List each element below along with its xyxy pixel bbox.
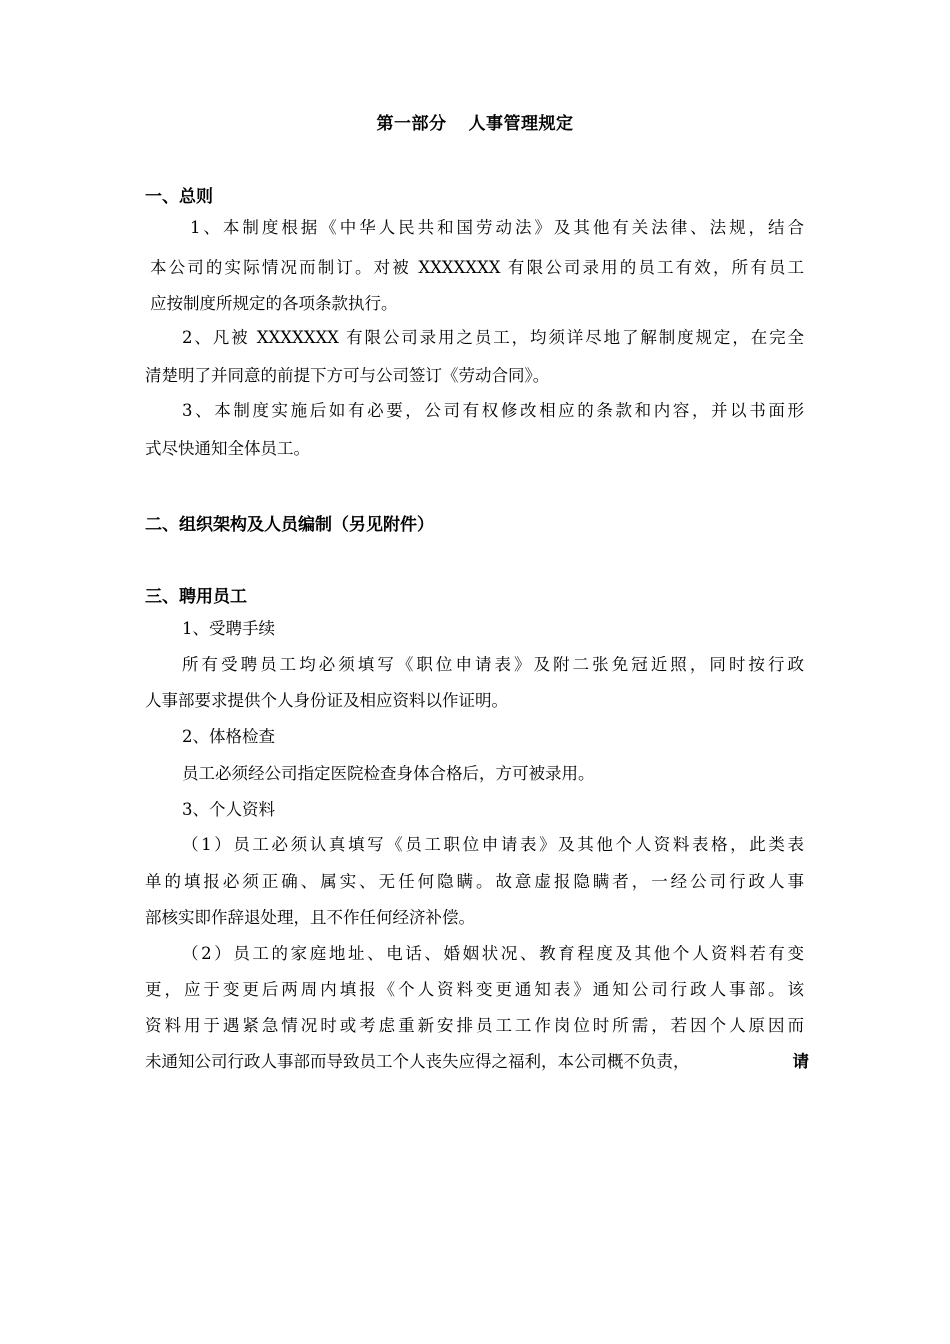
title-name: 人事管理规定 xyxy=(468,114,574,134)
subsection-title: 2、体格检查 xyxy=(182,727,275,746)
subsection-title: 3、个人资料 xyxy=(182,800,275,819)
paragraph-line: 单的填报必须正确、属实、无任何隐瞒。故意虚报隐瞒者，一经公司行政人事 xyxy=(145,872,804,891)
section-heading-hiring: 三、聘用员工 xyxy=(145,587,247,607)
section-heading-organization: 二、组织架构及人员编制（另见附件） xyxy=(145,515,434,535)
paragraph-line: 更，应于变更后两周内填报《个人资料变更通知表》通知公司行政人事部。该 xyxy=(145,980,804,999)
paragraph-line: 2、凡被 XXXXXXX 有限公司录用之员工，均须详尽地了解制度规定，在完全 xyxy=(182,328,804,347)
paragraph-line: 资料用于遇紧急情况时或考虑重新安排员工工作岗位时所需，若因个人原因而 xyxy=(145,1016,804,1035)
paragraph-line-text: 未通知公司行政人事部而导致员工个人丧失应得之福利，本公司概不负责， xyxy=(145,1052,690,1071)
paragraph-line: （1）员工必须认真填写《员工职位申请表》及其他个人资料表格，此类表 xyxy=(182,835,804,854)
paragraph-line: 式尽快通知全体员工。 xyxy=(145,439,310,458)
paragraph-line: （2）员工的家庭地址、电话、婚姻状况、教育程度及其他个人资料若有变 xyxy=(182,944,804,963)
paragraph-line: 清楚明了并同意的前提下方可与公司签订《劳动合同》。 xyxy=(145,366,550,385)
paragraph-line: 本公司的实际情况而制订。对被 XXXXXXX 有限公司录用的员工有效，所有员工 xyxy=(150,258,804,277)
bold-continuation: 请 xyxy=(792,1052,809,1071)
paragraph-line: 1、本制度根据《中华人民共和国劳动法》及其他有关法律、法规，结合 xyxy=(190,218,804,237)
paragraph-line: 人事部要求提供个人身份证及相应资料以作证明。 xyxy=(145,691,508,710)
paragraph-line: 应按制度所规定的各项条款执行。 xyxy=(150,294,398,313)
paragraph-line: 部核实即作辞退处理，且不作任何经济补偿。 xyxy=(145,908,475,927)
document-title xyxy=(0,109,950,134)
title-part: 第一部分 xyxy=(376,114,447,134)
paragraph-line: 3、本制度实施后如有必要，公司有权修改相应的条款和内容，并以书面形 xyxy=(182,401,804,420)
paragraph-line-last xyxy=(145,1051,809,1073)
paragraph-line: 员工必须经公司指定医院检查身体合格后，方可被录用。 xyxy=(182,764,595,783)
section-heading-general: 一、总则 xyxy=(145,187,213,207)
paragraph-line: 所有受聘员工均必须填写《职位申请表》及附二张免冠近照，同时按行政 xyxy=(182,655,804,674)
subsection-title: 1、受聘手续 xyxy=(182,619,275,638)
